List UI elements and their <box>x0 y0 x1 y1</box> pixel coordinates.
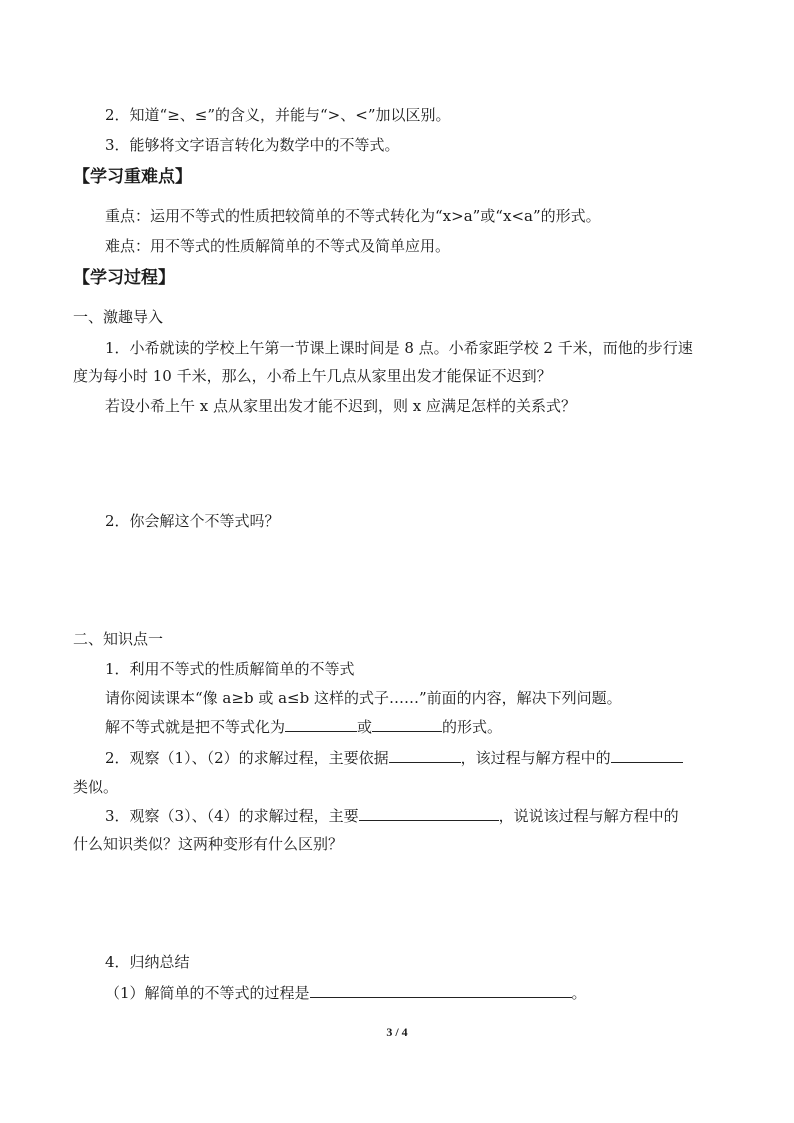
key-point-text: 重点：运用不等式的性质把较简单的不等式转化为“x>a”或“x<a”的形式。 <box>105 207 601 225</box>
solve-definition-text-c: 的形式。 <box>442 718 503 736</box>
solve-definition-text-b: 或 <box>357 718 373 736</box>
section-1-title: 一、激趣导入 <box>73 308 164 326</box>
summary-item-1-text-a: （1）解简单的不等式的过程是 <box>105 984 310 1002</box>
solve-definition <box>105 717 502 737</box>
question-1-line-3: 若设小希上午 x 点从家里出发才能不迟到，则 x 应满足怎样的关系式？ <box>105 397 576 415</box>
section-2-title: 二、知识点一 <box>73 630 164 648</box>
observation-2-text-a: 2．观察（1）、（2）的求解过程，主要依据 <box>105 749 389 767</box>
observation-3-text-b: ，说说该过程与解方程中的 <box>498 807 679 825</box>
answer-blank-6[interactable] <box>310 983 572 998</box>
answer-blank-2[interactable] <box>372 717 442 732</box>
summary-item-1-text-b: 。 <box>571 984 587 1002</box>
observation-2-continuation: 类似。 <box>73 778 119 796</box>
question-1-line-2: 度为每小时 10 千米，那么，小希上午几点从家里出发才能保证不迟到？ <box>73 367 552 385</box>
summary-item-1 <box>105 983 587 1003</box>
solve-definition-text-a: 解不等式就是把不等式化为 <box>105 718 286 736</box>
observation-3-text-a: 3．观察（3）、（4）的求解过程，主要 <box>105 807 359 825</box>
answer-blank-1[interactable] <box>285 717 357 732</box>
question-1-line-1: 1．小希就读的学校上午第一节课上课时间是 8 点。小希家距学校 2 千米，而他的步行速 <box>105 339 693 357</box>
observation-3 <box>105 806 679 826</box>
observation-2-text-b: ，该过程与解方程中的 <box>460 749 611 767</box>
reading-instruction: 请你阅读课本“像 a≥b 或 a≤b 这样的式子……”前面的内容，解决下列问题。 <box>105 689 622 707</box>
observation-3-continuation: 什么知识类似？这两种变形有什么区别？ <box>73 835 344 853</box>
difficult-point-text: 难点：用不等式的性质解简单的不等式及简单应用。 <box>105 237 451 255</box>
objective-item-2: 2．知道“≥、≤”的含义，并能与“>、<”加以区别。 <box>105 106 451 124</box>
answer-blank-4[interactable] <box>611 748 683 763</box>
summary-heading: 4．归纳总结 <box>105 953 190 971</box>
objective-item-3: 3．能够将文字语言转化为数学中的不等式。 <box>105 136 400 154</box>
question-2: 2．你会解这个不等式吗？ <box>105 512 280 530</box>
answer-blank-5[interactable] <box>359 806 499 821</box>
knowledge-item-1: 1．利用不等式的性质解简单的不等式 <box>105 660 355 678</box>
process-heading: 【学习过程】 <box>73 268 175 288</box>
page-number: 3 / 4 <box>386 1025 408 1039</box>
answer-blank-3[interactable] <box>389 748 461 763</box>
key-points-heading: 【学习重难点】 <box>73 167 192 187</box>
observation-2 <box>105 748 683 768</box>
